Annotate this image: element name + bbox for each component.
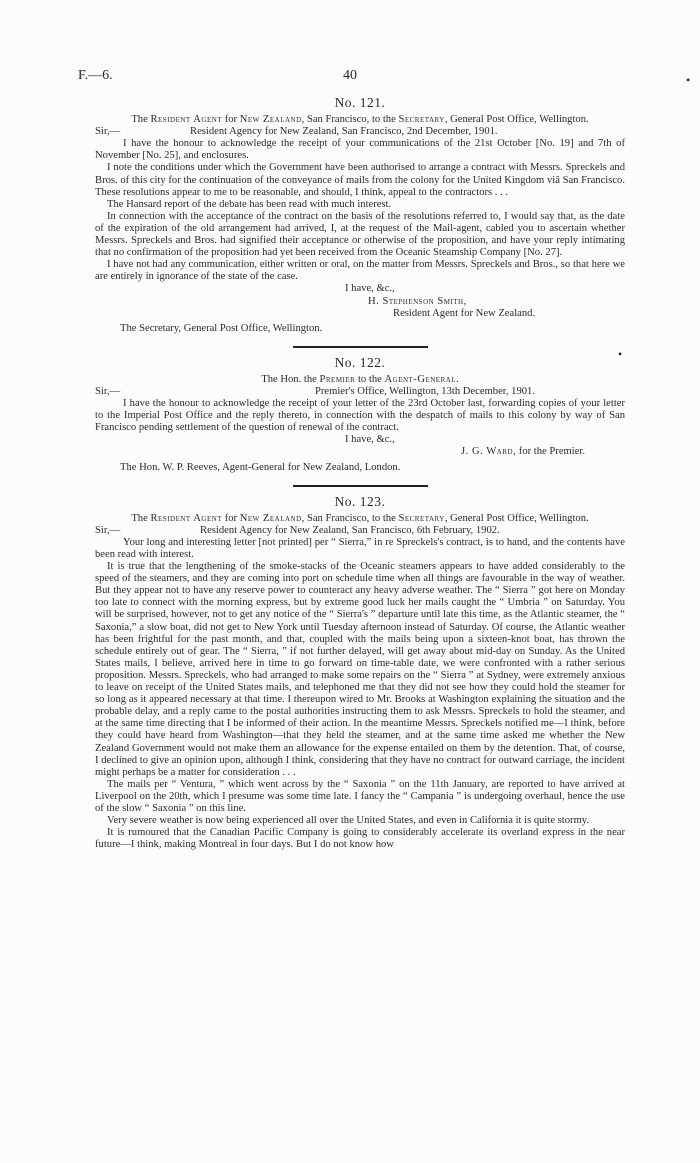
heading-text: , General Post Office, Wellington. <box>444 512 589 524</box>
heading-sender: Resident Agent <box>150 512 223 524</box>
section-divider <box>293 485 428 487</box>
heading-text: , General Post Office, Wellington. <box>444 114 589 126</box>
paragraph: I have the honour to acknowledge the receipt of your letter of the 23rd October last, forwarding copies of your letter to the Imperial Post Office and the reply thereto, in connection with the despatch of mails to this colony by way of San Francisco pending settlement of the question of renewal of the contract. <box>95 398 625 434</box>
heading-sender: Resident Agent <box>150 114 223 126</box>
document-body <box>95 97 625 851</box>
paragraph: In connection with the acceptance of the contract on the basis of the resolutions referred to, I would say that, as the date of the expiration of the old arrangement had arrived, I, at the request of the Mail-agent, cabled you to ascertain whether Messrs. Spreckels and Bros. had signified their acceptance or otherwise of the proposition, and have your reply intimating that no confirmation of the proposition had yet been received from the Oceanic Steamship Company [No. 27]. <box>95 210 625 259</box>
heading-text: to the <box>355 373 385 385</box>
letter-heading <box>95 114 625 126</box>
paragraph: I note the conditions under which the Government have been authorised to arrange a contract with Messrs. Spreckels and Bros. of this city for the continuation of the conveyance of mails from the colony for the United Kingdom viâ San Francisco. These resolutions appear to me to be reasonable, and should, I think, appeal to the contractors . . . <box>95 162 625 198</box>
address-line: Resident Agency for New Zealand, San Francisco, 2nd December, 1901. <box>190 126 498 138</box>
signature-name: J. G. Ward, <box>461 446 517 458</box>
section-divider <box>293 346 428 348</box>
paragraph: The mails per “ Ventura, ” which went across by the “ Saxonia ” on the 11th January, are reported to have arrived at Liverpool on the 20th, which I presume was some time late. I fancy the “ Campania ” is undergoing overhaul, hence the use of the slow “ Saxonia ” on this line. <box>95 778 625 814</box>
address-line: Premier's Office, Wellington, 13th December, 1901. <box>315 385 536 397</box>
heading-recipient: Agent-General <box>384 373 457 385</box>
letter-number: No. 122. <box>334 354 386 370</box>
page-reference: F.—6. <box>78 68 113 83</box>
heading-text: , San Francisco, to the <box>301 512 399 524</box>
heading-place: New Zealand <box>239 114 302 126</box>
heading-text: , San Francisco, to the <box>301 114 399 126</box>
heading-sender: Premier <box>319 373 356 385</box>
letter-heading <box>95 513 625 525</box>
salutation-row <box>95 386 625 398</box>
letter-heading <box>95 374 625 386</box>
letter-number: No. 123. <box>334 493 386 509</box>
paragraph: It is rumoured that the Canadian Pacific Company is going to considerably accelerate its overland express in the near future—I think, making Montreal in four days. But I do not know how <box>95 827 625 851</box>
paragraph: Very severe weather is now being experienced all over the United States, and even in California it is quite stormy. <box>107 815 590 827</box>
page-number: 40 <box>343 68 357 83</box>
heading-text: . <box>456 373 459 385</box>
signature-line <box>95 446 625 458</box>
signature-name: H. Stephenson Smith, <box>368 295 467 307</box>
heading-place: New Zealand <box>239 512 302 524</box>
closing: I have, &c., <box>345 434 395 446</box>
heading-text: for <box>222 512 240 524</box>
margin-dot: • <box>618 347 623 361</box>
letter-123 <box>95 493 625 852</box>
heading-recipient: Secretary <box>398 512 445 524</box>
paragraph: Your long and interesting letter [not printed] per “ Sierra,” in re Spreckels's contract, is to hand, and the contents have been read with interest. <box>95 536 625 560</box>
heading-text: The Hon. the <box>261 373 320 385</box>
heading-text: The <box>131 114 151 126</box>
letter-number: No. 121. <box>334 95 386 110</box>
salutation-row <box>95 525 625 537</box>
paragraph: I have not had any communication, either written or oral, on the matter from Messrs. Spreckels and Bros., so that here we are entirely in ignorance of the state of the case. <box>95 259 625 283</box>
letter-122 <box>95 354 625 474</box>
address-line: Resident Agency for New Zealand, San Francisco, 6th February, 1902. <box>200 524 500 536</box>
addressee: The Hon. W. P. Reeves, Agent-General for New Zealand, London. <box>120 461 401 473</box>
addressee: The Secretary, General Post Office, Wellington. <box>120 322 323 334</box>
paragraph: It is true that the lengthening of the smoke-stacks of the Oceanic steamers appears to have added considerably to the speed of the steamers, and they are coming into port on schedule time when all things are favourable in the way of weather. But they appear not to have any reserve power to counteract any heavy adverse weather. The “ Sierra ” got here on Monday too late to connect with the morning express, but by extreme good luck her mails caught the “ Umbria ” on Saturday. You will be surprised, however, not to get any notice of the “ Sierra's ” departure until late this time, as the Atlantic steamer, the “ Saxonia,” a slow boat, did not get to New York until Tuesday afternoon instead of Saturday. Of course, the Atlantic weather has been frightful for the past month, and that, coupled with the mails being upon a sixteen-knot boat, has thrown the schedule entirely out of gear. The “ Sierra, ” if not further delayed, will get away about mid-day on Sunday. As the United States mails, I believe, arrived here in time to go forward on time-table date, we were confronted with a rather serious proposition. Messrs. Spreckels, who had arranged to make some repairs on the “ Sierra ” at Sydney, were extremely anxious to leave on receipt of the United States mails, and telephoned me that they did not see how they could hold the steamer for so long as it appeared necessary at that time. I thereupon wired to Mr. Brooks at Washington explaining the situation and the probable delay, and a reply came to the postal authorities instructing them to ask Messrs. Spreckels to hold the steamer, and at the same time directing that I be informed of their action. In the meantime Messrs. Spreckels notified me—I think, before they could have heard from Washington—that they held the steamer, and at the same time asked me whether the New Zealand Government would not make them an allowance for the expense entailed on them by the detention. That, of course, I declined to give an opinion upon, although I think, considering that they have no contract for outward carriage, the incident might perhaps be a matter for consideration . . . <box>95 561 625 778</box>
letter-121 <box>95 97 625 335</box>
signature-suffix: for the Premier. <box>516 446 585 458</box>
salutation: Sir,— <box>95 126 121 138</box>
salutation-row <box>95 126 625 138</box>
heading-text: for <box>222 114 240 126</box>
heading-text: The <box>131 512 151 524</box>
signature-title: Resident Agent for New Zealand. <box>393 307 536 319</box>
salutation: Sir,— <box>95 524 121 536</box>
paragraph: I have the honour to acknowledge the receipt of your communications of the 21st October [No. 19] and 7th of November [No. 25], and enclosures. <box>95 138 625 162</box>
closing: I have, &c., <box>345 283 395 295</box>
heading-recipient: Secretary <box>398 114 445 126</box>
salutation: Sir,— <box>95 385 121 397</box>
paragraph: The Hansard report of the debate has been read with much interest. <box>107 198 392 210</box>
margin-dot: • <box>686 73 691 87</box>
